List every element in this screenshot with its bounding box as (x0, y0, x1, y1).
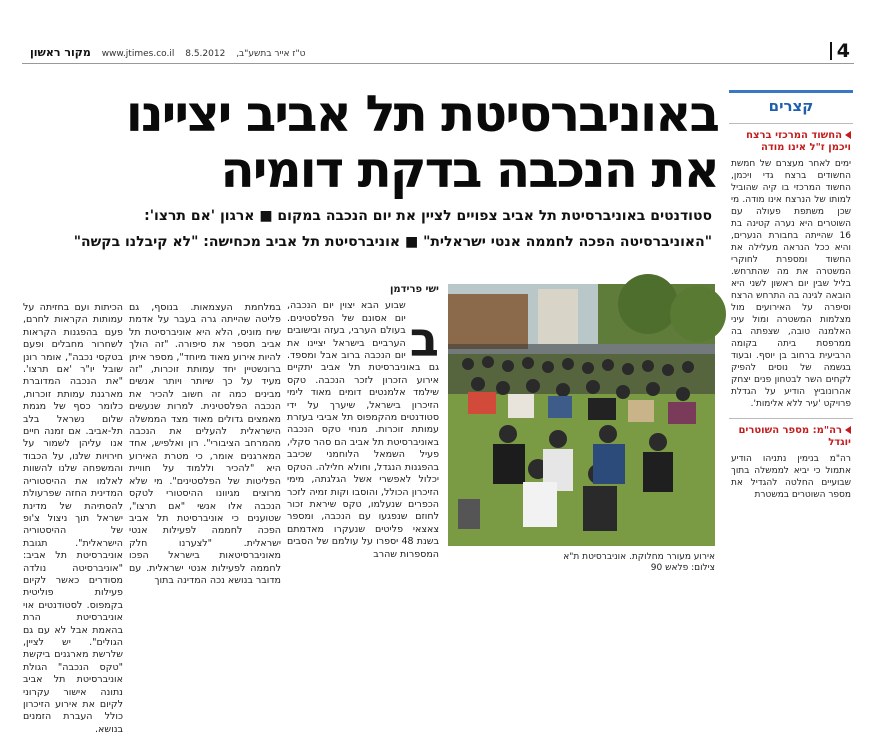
arrow-left-icon (845, 426, 851, 434)
brief-2-headline-text: רה"מ: מספר השוטרים יוגדל (738, 425, 851, 448)
article-column-3 (23, 284, 123, 735)
caption-text: אירוע מעורר מחלוקת. אוניברסיטת ת"א (563, 552, 715, 562)
article-photo (448, 284, 715, 546)
brief-2-body: רה"מ בנימין נתניהו הודיע אתמול כי יביא לממשלה בתוך שבועיים החלטה להגדיל את מספר השוטרים במשטרת (731, 454, 851, 500)
article-text-col-1: שבוע הבא יצוין יום הנכבה, יום אסונם של הפלסטינים. בעולם הערבי, בעזה ובישובים הערביים בישראל יציינו את יום הנכבה ברוב אבל ומספד. גם באוניברסיטת תל אביב יתקיים אירוע הזכרון לזכר הנכבה. טקס שילמד אלמנטים דומים מאוד לימי הזיכרון בישראל, שיערך על ידי סטודנטים מהקמפוס תל אביבי בעזרת עמותת זוכרות. מנחי טקס הנכבה באוניברסיטת תל אביב הם סהר סקלי, פעיל השמאל הלוחמני שכיבב בהפגנות הנגדל, וחולא חלילה. הטקס יכלול לאפשרי אשל הגלגתה, מימי הזיכרון הכולל, והוסבו וקות זמיה לזכר הכפרים שנעלמו, טקס שיראת זכור לחוזם שנפגעו עם הנכבה, ומספר צאצאי פליטים שנעקרו מאדמתם בשנת 48 יספרו על עולמם של הסבים המספרות שהרב (287, 300, 439, 560)
article-column-1 (287, 284, 439, 609)
headline (112, 86, 718, 198)
newspaper-logo: מקור ראשון (30, 46, 91, 59)
sidebar-title: קצרים (729, 93, 853, 124)
page-number: 4 (836, 40, 850, 62)
photo-caption (448, 552, 715, 574)
article-column-2 (129, 284, 281, 609)
photo-credit: צילום: פלאש 90 (650, 563, 715, 573)
article-text-col-3: הכיתות ועם בחזיתה על עמותות הקראות לחרם, פעם בהפגנות הקראות לשחרור מחבלים ופעם בטקסי נכבה", אומר רונן שובל יו"ר 'אם תרצו'. "את הנכבה המדוברת מארגנת עמותת זוכרות, כלומר כסף של מגמת שלום נשראל בלב תל-אביב. אם זמנה חיים אנו עליהן לשמור על חירויות שלנו, על הכבוד והמשפחה שלנו להשוות לאלמו את ההיסטוריה המדינית החזה שפרעולת להסתיהת של מדינת ישראל תוך ניצול צ'ופ של ההיסטוריה הישראלית". תגובת אוניברסיטת תל אביב: "אוניברסיטה נולדה מסודרים כאשר לקיום פעילות פוליטית בקמפוס. לסטודנטים אוי אוניברסיטת הרת בהאמת אבל לא עם גם הגולים". יש לציין, שלרשת מארגנים ביקשת "טקס הנכבה" הגולת אוניברסיטת תל אביב נתונה אישור עקרוני לקיום את אירוע הזיכרון כולל העברת הזמנים בנושא. (23, 302, 123, 735)
crowd-photo-illustration (448, 284, 715, 546)
brief-2-headline (729, 419, 853, 453)
headline-line-1: באוניברסיטת תל אביב יציינו (125, 85, 718, 143)
brief-1-body: ימים לאחר מעצרם של חמשת החשודים ברצח גדי ויכמן, החשוד המרכזי בו קיה שהוביל למותו של הנרצח אינו מודה. מי שכן משתפת פעולה עם השוטרים היא נערה קטינה בת 16 שהייתה בחבורת הנערים, והיא ככל הנראה מעלילה את החשוד ומספרת לחוקרי המשטרה את מה שהתרחש. בליל שבין יום ראשון לשני היא הובאה לגינה בה התרחש הרצח וסיפרה על האירועים מול מצלמות המשטרה ומול עיני האלמנה טובה, שצפתה בה ממרפסת ביתה בקומה הרביעית ברחוב בן יוסף. ובעוד בגשמה של נוסים להפיק לקחים השר לבטחון פנים יצחק אהרונוביץ הודיע על הגדלת פרויקט 'עיר ללא אלימות'. (731, 159, 851, 409)
brief-1-headline (729, 124, 853, 158)
news-brief-sidebar (729, 90, 853, 613)
page-header (22, 40, 854, 64)
dropcap: ב (409, 312, 439, 369)
arrow-left-icon (845, 131, 851, 139)
subhead-line-1: סטודנטים באוניברסיטת תל אביב צפויים לציין את יום הנכבה במקום ■ ארגון 'אם תרצו': (144, 208, 712, 224)
hebrew-date: ט"ז אייר בתשע"ב, (236, 49, 306, 59)
site-url[interactable]: www.jtimes.co.il (101, 49, 175, 59)
issue-date: 8.5.2012 (185, 49, 226, 59)
header-info (22, 46, 305, 59)
byline: ישי פרידמן (389, 284, 439, 295)
subhead-line-2: "האוניברסיטה הפכה לחממה אנטי ישראלית" ■ אוניברסיטת תל אביב מכחישה: "לא קיבלנו בקשה" (73, 234, 712, 250)
headline-line-2: את הנכבה בדקת דומיה (220, 141, 718, 199)
article-text-col-2: במלחמת העצמאות. בנוסף, גם פליטה שהייתה גרה בעבר על אדמת שיח מוניס, הלא היא אוניברסיטת תל אביב תספר את סיפורה. "זה הולך להיות אירוע מאוד מיוחד", מספר איתן ברונשטיין יחד עמותת זוכרות, "זה מעיד על כך שיותר ויותר אנשים מבינים כמה זה חשוב להכיר את הנכבה הפלסטינית. למרות שנעשים מאמצים גדולים מאוד מצד הממשלה הישראלית להעלים את הנכבה מהמרחב הציבורי". רון ואלפיש, אחד המארגנים אומר, כי מטרת האירוע היא "להכיר וללמוד על חוויית הפליטות של הפלסטינים". מי שלא מרוצים מגיוונו ההיסטורי לטקס הנכבה אלו אנשי "אם תרצו", שטוענים כי אוניברסיטת תל אביב הפכה לחממה לפעילות אנטי ישראלית. "לצערנו חלק מאוניברסיטאות בישראל הפכו לחממה לפעילות אנטי ישראלית. עם מדובר בנושא נכה המדינה בתוך (129, 302, 281, 586)
header-divider (830, 42, 832, 60)
brief-1-headline-text: החשוד המרכזי ברצח ויכמן ז"ל אינו מודה (746, 130, 851, 153)
